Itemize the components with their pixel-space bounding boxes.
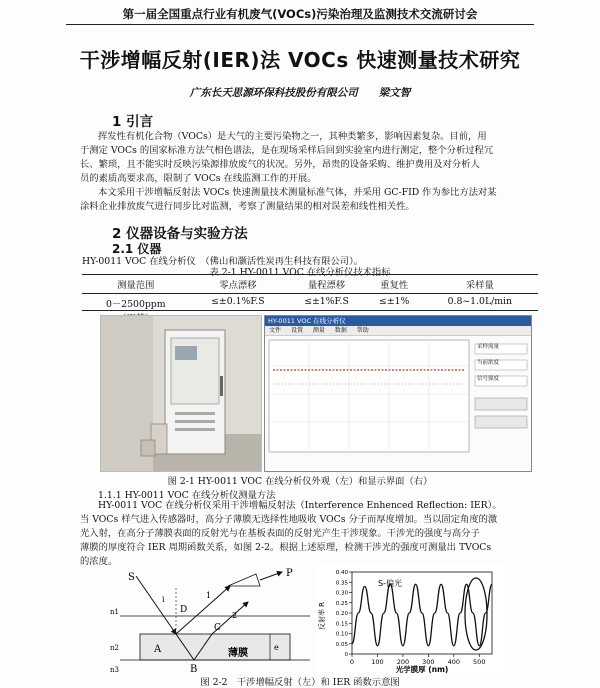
- window-title: HY-0011 VOC 在线分析仪: [265, 316, 531, 326]
- menu-item[interactable]: 设置: [290, 327, 303, 334]
- y-tick-label: 0.10: [335, 631, 348, 638]
- running-header: 第一届全国重点行业有机废气(VOCs)污染治理及监测技术交流研讨会: [122, 7, 478, 21]
- diagram-label: D: [180, 605, 188, 615]
- x-tick-label: 500: [473, 658, 486, 666]
- diagram-label: n1: [110, 608, 119, 616]
- table-header-cell: 测量范围: [82, 276, 190, 294]
- chart-legend: S-偏光: [378, 579, 402, 588]
- x-tick-label: 300: [422, 658, 435, 666]
- diagram-label: e: [274, 643, 279, 652]
- table-header-cell: 采样量: [422, 276, 538, 294]
- intro-paragraph-2: [80, 186, 538, 214]
- instrument-line: HY-0011 VOC 在线分析仪 （佛山和灏活性炭再生科技有限公司）。: [82, 256, 364, 267]
- x-tick-label: 400: [447, 658, 461, 666]
- text-line: 长、繁琐，且不能实时反映污染源排放废气的状况。另外，昂贵的设备采购、维护费用及对分析人: [80, 159, 480, 170]
- screen-field-label: 当前浓度: [477, 360, 500, 366]
- text-line: 涂料企业排放废气进行同步比对监测，考察了测量结果的相对误差和线性相关性。: [80, 201, 415, 212]
- screen-field-label: 信号强度: [477, 376, 500, 382]
- author-line: 广东长天思源环保科技股份有限公司 梁文智: [189, 87, 411, 99]
- table-bottom-rule: [82, 310, 538, 311]
- text-line: 挥发性有机化合物（VOCs）是大气的主要污染物之一，其种类繁多，影响因素复杂。目前，用: [98, 131, 487, 142]
- text-line: 当 VOCs 样气进入传感器时，高分子薄膜无选择性地吸收 VOCs 分子而厚度增加。当以固定角度的激: [80, 514, 498, 525]
- diagram-label: i: [162, 595, 165, 604]
- table-header-cell: 量程漂移: [286, 276, 367, 294]
- analyzer-photo: [100, 315, 262, 472]
- table-caption: 表 2-1 HY-0011 VOC 在线分析仪技术指标: [209, 267, 391, 278]
- method-paragraph: [80, 499, 538, 569]
- table-cell: ≤±1%F.S: [304, 296, 349, 307]
- diagram-label: 薄膜: [228, 648, 248, 659]
- paper-title: 干涉增幅反射(IER)法 VOCs 快速测量技术研究: [79, 48, 521, 72]
- diagram-label: n2: [110, 644, 119, 652]
- menu-item[interactable]: 文件: [269, 327, 282, 334]
- y-tick-label: 0.40: [335, 570, 348, 576]
- table-top-rule: [82, 274, 538, 275]
- y-tick-label: 0.05: [335, 641, 348, 648]
- table-cell: ≤±0.1%F.S: [211, 296, 265, 307]
- y-tick-label: 0.35: [335, 580, 348, 587]
- text-line: 于测定 VOCs 的国家标准方法气相色谱法，是在现场采样后回到实验室内进行测定，整个分析过程冗: [80, 145, 494, 156]
- subsection-2-1-heading: 2.1 仪器: [112, 242, 162, 256]
- y-tick-label: 0.30: [335, 590, 348, 597]
- figure-2-2-caption: 图 2-2 干涉增幅反射（左）和 IER 函数示意图: [200, 677, 400, 688]
- menu-item[interactable]: 帮助: [356, 327, 369, 334]
- section-2-heading: 2 仪器设备与实验方法: [112, 226, 248, 242]
- diagram-label: 1: [206, 591, 212, 600]
- diagram-label: B: [190, 664, 198, 674]
- diagram-label: P: [286, 568, 293, 579]
- analyzer-cabinet-illustration: [101, 316, 261, 471]
- chart-x-axis-label: 光学膜厚 (nm): [395, 665, 449, 674]
- text-line: 的浓度。: [80, 556, 118, 567]
- x-tick-label: 200: [396, 658, 410, 666]
- y-tick-label: 0.15: [335, 621, 348, 628]
- table-cell: 0－2500ppm: [82, 294, 190, 325]
- table-header-row: [82, 276, 538, 294]
- interference-diagram: [110, 568, 310, 674]
- diagram-label: n3: [110, 666, 119, 674]
- diagram-label: C: [214, 623, 221, 633]
- text-line: 光入射，在高分子薄膜表面的反射光与在基板表面的反射光产生干涉现象。干涉光的强度与高分子: [80, 528, 480, 539]
- subsection-1-1-1-heading: 1.1.1 HY-0011 VOC 在线分析仪测量方法: [98, 490, 276, 501]
- y-tick-label: 0: [344, 652, 348, 658]
- text-line: 员的素质高要求高，限制了 VOCs 在线监测工作的开展。: [80, 173, 317, 184]
- menu-item[interactable]: 数据: [334, 327, 347, 334]
- ier-function-chart: [316, 564, 504, 674]
- table-cell: ≤±1%: [379, 296, 410, 307]
- diagram-label: A: [154, 644, 162, 655]
- x-tick-label: 0: [349, 658, 355, 666]
- header-rule: [66, 24, 534, 25]
- x-tick-label: 100: [371, 658, 384, 666]
- chart-y-axis-label: 反射率 R: [318, 601, 326, 631]
- diagram-label: 2: [232, 611, 238, 620]
- screen-field-label: 采样流量: [477, 344, 500, 350]
- table-header-cell: 重复性: [367, 276, 422, 294]
- figure-2-1-caption: 图 2-1 HY-0011 VOC 在线分析仪外观（左）和显示界面（右）: [167, 476, 433, 487]
- text-line: HY-0011 VOC 在线分析仪采用干涉增幅反射法（Interference Enhenced Reflection: IER）。: [98, 500, 502, 511]
- intro-paragraph-1: [80, 130, 538, 186]
- table-cell: 0.8~1.0L/min: [447, 296, 513, 307]
- diagram-label: S: [128, 572, 135, 583]
- screen-plot-area: [265, 336, 531, 470]
- menu-item[interactable]: 测量: [312, 327, 325, 334]
- y-tick-label: 0.20: [335, 611, 348, 617]
- analyzer-software-screen: [264, 315, 532, 472]
- table-header-cell: 零点漂移: [190, 276, 287, 294]
- text-line: 本文采用干涉增幅反射法 VOCs 快速测量技术测量标准气体，并采用 GC-FID 作为参比方法对某: [98, 187, 497, 198]
- menu-bar: [265, 326, 531, 336]
- section-1-heading: 1 引言: [112, 114, 154, 130]
- y-tick-label: 0.25: [335, 600, 348, 607]
- text-line: 薄膜的厚度符合 IER 周期函数关系，如图 2-2。根据上述原理，检测干涉光的强度可测量出 TVOCs: [80, 542, 492, 553]
